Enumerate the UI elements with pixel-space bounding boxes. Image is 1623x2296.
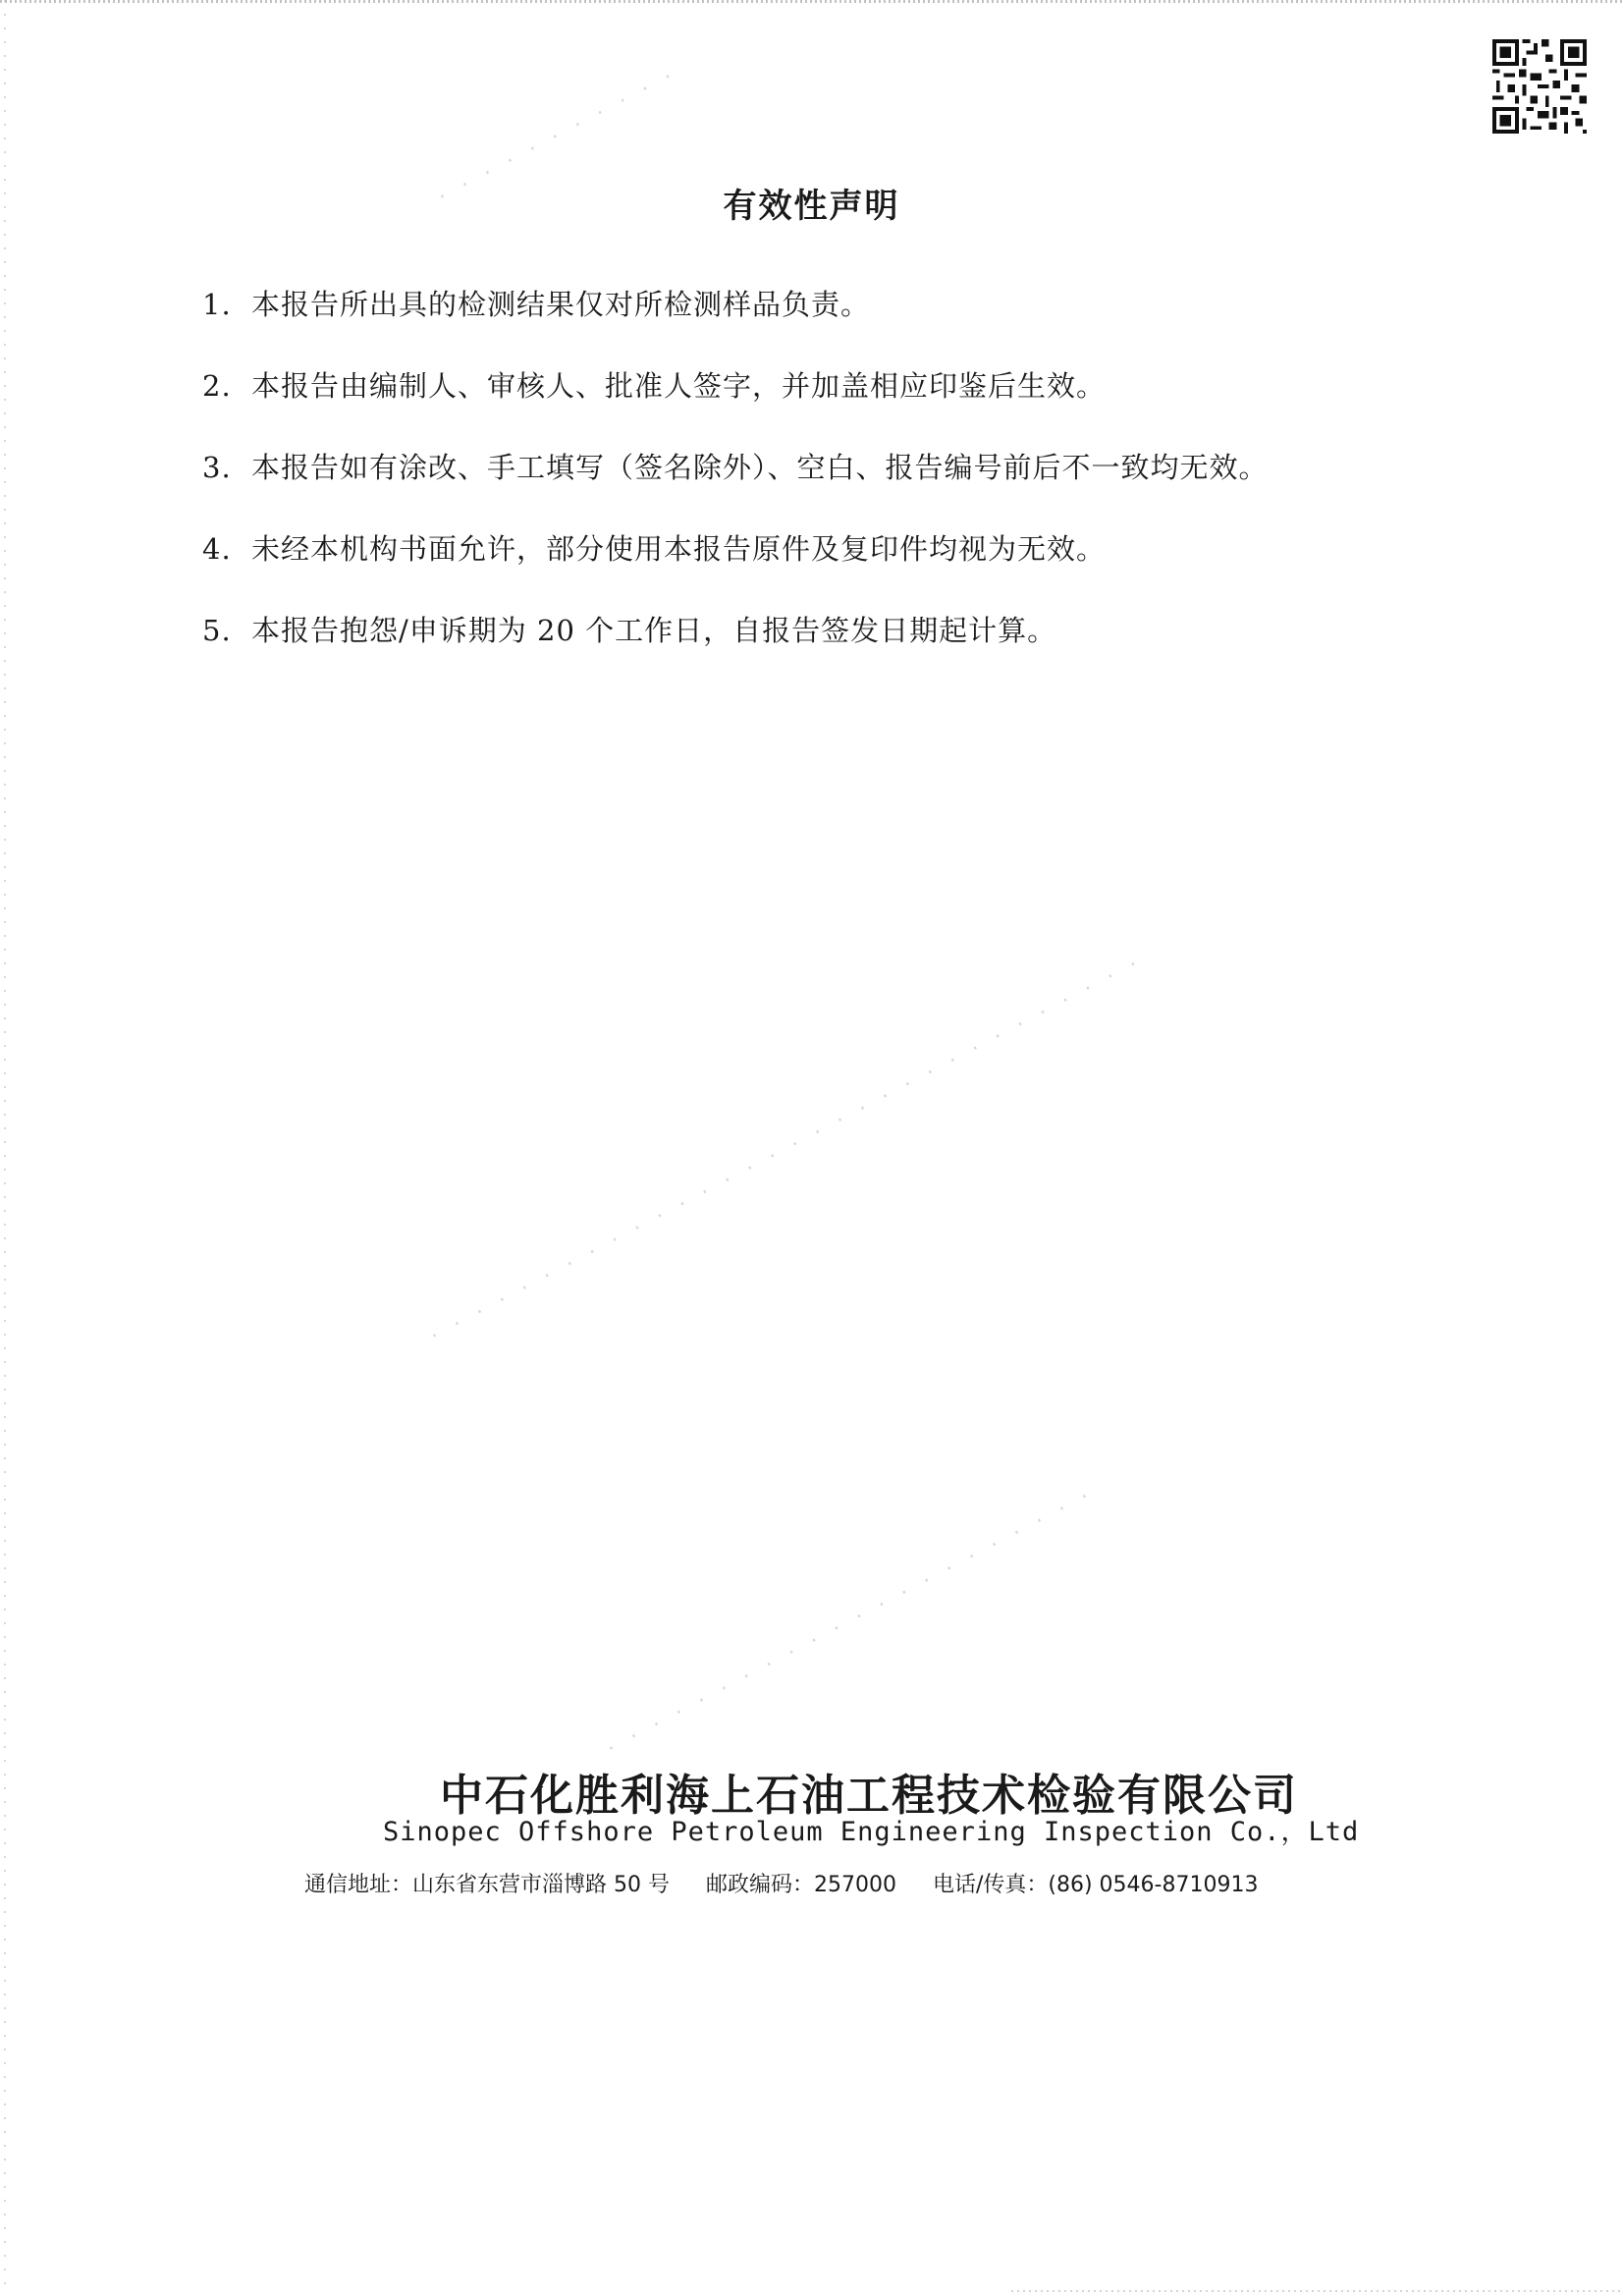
contact-info xyxy=(304,1868,1287,1898)
list-item xyxy=(202,364,1269,446)
list-item xyxy=(202,527,1269,609)
phone-fax: 电话/传真：(86) 0546-8710913 xyxy=(932,1873,1259,1897)
list-item xyxy=(202,283,1269,364)
watermark: · · · · · · · · · · · · · · · · · · · · · · xyxy=(603,1482,1100,1762)
list-item xyxy=(202,609,1269,690)
list-item-number: 5. xyxy=(202,614,232,647)
scan-edge-bottom xyxy=(1011,2290,1620,2292)
postcode: 邮政编码：257000 xyxy=(705,1873,896,1897)
list-item-number: 4. xyxy=(202,532,232,566)
list-item-text: 本报告如有涂改、手工填写（签名除外）、空白、报告编号前后不一致均无效。 xyxy=(251,451,1269,484)
list-item-number: 2. xyxy=(202,369,232,403)
watermark: · · · · · · · · · · · · · · · · · · · · · · · · · · · · · · · · xyxy=(426,950,1148,1349)
document-title: 有效性声明 xyxy=(723,187,900,226)
company-name-english: Sinopec Offshore Petroleum Engineering Inspection Co.，Ltd xyxy=(383,1817,1360,1847)
list-item-number: 1. xyxy=(202,288,232,321)
list-item-number: 3. xyxy=(202,451,232,484)
watermark: · · · · · · · · · · · xyxy=(434,62,682,210)
statement-list xyxy=(202,283,1269,690)
list-item-text: 本报告由编制人、审核人、批准人签字，并加盖相应印鉴后生效。 xyxy=(251,369,1107,403)
list-item-text: 本报告抱怨/申诉期为 20 个工作日，自报告签发日期起计算。 xyxy=(251,614,1057,647)
company-name-chinese: 中石化胜利海上石油工程技术检验有限公司 xyxy=(440,1771,1298,1821)
address: 通信地址：山东省东营市淄博路 50 号 xyxy=(304,1873,670,1897)
scan-edge-left xyxy=(4,0,6,2296)
list-item-text: 未经本机构书面允许，部分使用本报告原件及复印件均视为无效。 xyxy=(251,532,1107,566)
list-item xyxy=(202,446,1269,527)
scan-edge-top xyxy=(0,0,1623,3)
list-item-text: 本报告所出具的检测结果仅对所检测样品负责。 xyxy=(251,288,871,321)
qr-code xyxy=(1492,39,1587,134)
